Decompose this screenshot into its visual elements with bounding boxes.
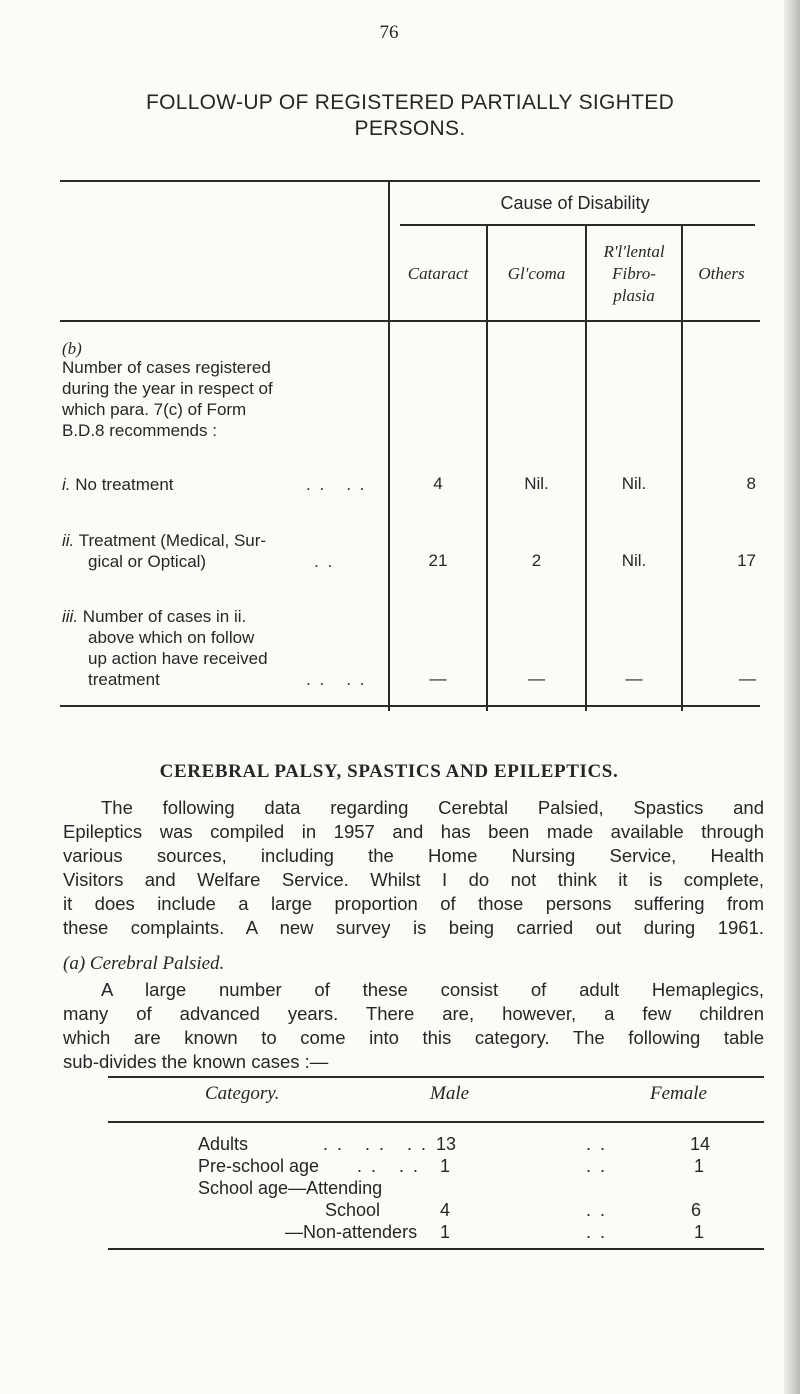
row-label: Treatment (Medical, Sur- — [78, 531, 267, 550]
paragraph-line: these complaints. A new survey is being carried out during 1961. — [63, 917, 764, 938]
paragraph-line: Epileptics was compiled in 1957 and has been made available through — [63, 821, 764, 842]
table2-header-female: Female — [650, 1083, 707, 1104]
table1-top-rule — [60, 180, 760, 182]
table1-bottom-rule — [60, 705, 760, 707]
table2-row-pre-school: Pre-school age — [198, 1156, 320, 1176]
row-number: ii. — [62, 531, 75, 550]
cell-retrolental-row1: Nil. — [621, 474, 647, 493]
section-label-b: (b) — [62, 339, 82, 358]
page-edge-shadow — [784, 0, 800, 1394]
table1-row-follow-up — [62, 606, 382, 690]
column-header-cataract: Cataract — [407, 264, 469, 283]
row-number: iii. — [62, 607, 79, 626]
section-title: CEREBRAL PALSY, SPASTICS AND EPILEPTICS. — [159, 761, 619, 782]
row-label: above which on follow — [88, 628, 255, 647]
leader-dots: . . — [586, 1222, 608, 1242]
paragraph-line: which are known to come into this category. The following table — [63, 1027, 764, 1048]
heading-line-1: FOLLOW-UP OF REGISTERED PARTIALLY SIGHTED — [145, 91, 675, 114]
cell-others-row1: 8 — [746, 474, 756, 493]
row-label: gical or Optical) — [88, 552, 207, 571]
intro-paragraph — [63, 796, 764, 940]
cell-others-row2: 17 — [737, 551, 756, 570]
section-description-line: during the year in respect of — [62, 379, 273, 398]
section-description-line: which para. 7(c) of Form — [62, 400, 247, 419]
table2-row-school-attending: School — [325, 1200, 381, 1220]
leader-dots: . . — [586, 1156, 608, 1176]
paragraph-line: many of advanced years. There are, however, a few children — [63, 1003, 764, 1024]
leader-dots: . . — [586, 1200, 608, 1220]
row-label: Number of cases in ii. — [82, 607, 247, 626]
section-description-line: Number of cases registered — [62, 358, 271, 377]
table2-header-rule — [108, 1121, 764, 1123]
table1-vline-4 — [681, 225, 683, 711]
leader-dots: . . — [314, 552, 335, 571]
subheading-label: (a) — [63, 953, 86, 974]
heading-line-2: PERSONS. — [354, 117, 466, 140]
table1-vline-2 — [486, 225, 488, 711]
column-header-glaucoma: Gl'coma — [507, 264, 566, 283]
paragraph-line: The following data regarding Cerebtal Palsied, Spastics and — [101, 797, 764, 818]
paragraph-line: A large number of these consist of adult Hemaplegics, — [101, 979, 764, 1000]
row-label: treatment — [88, 670, 160, 689]
table2-header-category: Category. — [205, 1083, 280, 1104]
cell-female-non-attenders: 1 — [694, 1222, 705, 1242]
table2-row-adults — [198, 1133, 248, 1155]
paragraph-line: Visitors and Welfare Service. Whilst I do not think it is complete, — [63, 869, 764, 890]
leader-dots: . . . . — [357, 1156, 421, 1176]
column-header-retrolental-line-2: Fibro- — [612, 264, 656, 283]
table1-vline-1 — [388, 181, 390, 711]
table2-bottom-rule — [108, 1248, 764, 1250]
table1-header-rule — [60, 320, 760, 322]
paragraph-line: various sources, including the Home Nursing Service, Health — [63, 845, 764, 866]
paragraph-line: sub-divides the known cases :— — [63, 1051, 329, 1072]
table1-row-no-treatment — [62, 474, 382, 495]
cell-male-adults: 13 — [436, 1134, 457, 1154]
cell-male-attending: 4 — [440, 1200, 451, 1220]
column-header-retrolental-line-3: plasia — [613, 286, 655, 305]
group-header-cause-of-disability: Cause of Disability — [500, 193, 650, 213]
cell-glaucoma-row2: 2 — [531, 551, 542, 570]
cell-female-adults: 14 — [690, 1134, 711, 1154]
page-number: 76 — [379, 22, 399, 43]
cell-male-non-attenders: 1 — [440, 1222, 451, 1242]
cell-cataract-row1: 4 — [433, 474, 443, 493]
cell-cataract-row3: — — [429, 669, 447, 688]
cell-glaucoma-row1: Nil. — [524, 474, 549, 493]
leader-dots: . . — [586, 1134, 608, 1154]
table1-group-rule — [400, 224, 755, 226]
leader-dots: . . . . — [306, 670, 367, 689]
row-label: Adults — [198, 1134, 249, 1154]
cerebral-paragraph — [63, 978, 764, 1074]
row-label: up action have received — [88, 649, 268, 668]
paragraph-line: it does include a large proportion of those persons suffering from — [63, 893, 764, 914]
leader-dots: . . . . — [306, 475, 367, 494]
leader-dots: . . . . . . — [323, 1134, 429, 1154]
section-description — [62, 357, 386, 441]
cell-retrolental-row3: — — [625, 669, 643, 688]
cell-glaucoma-row3: — — [528, 669, 545, 688]
section-description-line: B.D.8 recommends : — [62, 421, 217, 440]
cell-retrolental-row2: Nil. — [621, 551, 647, 570]
table2-header-male: Male — [430, 1083, 470, 1104]
cell-male-pre-school: 1 — [440, 1156, 451, 1176]
cell-cataract-row2: 21 — [428, 551, 448, 570]
table1-row-treatment — [62, 530, 382, 572]
row-number: i. — [62, 475, 71, 494]
cell-others-row3: — — [739, 669, 756, 688]
table2-row-school-age: School age—Attending — [198, 1178, 383, 1198]
subheading-text: Cerebral Palsied. — [89, 953, 225, 974]
table2-top-rule — [108, 1076, 764, 1078]
column-header-others: Others — [698, 264, 745, 283]
subheading — [63, 952, 764, 976]
column-header-retrolental-line-1: R'l'lental — [603, 242, 665, 261]
table2-row-non-attenders: —Non-attenders — [285, 1222, 418, 1242]
cell-female-attending: 6 — [691, 1200, 702, 1220]
cell-female-pre-school: 1 — [694, 1156, 705, 1176]
row-label: No treatment — [75, 475, 174, 494]
page-heading — [60, 90, 760, 142]
